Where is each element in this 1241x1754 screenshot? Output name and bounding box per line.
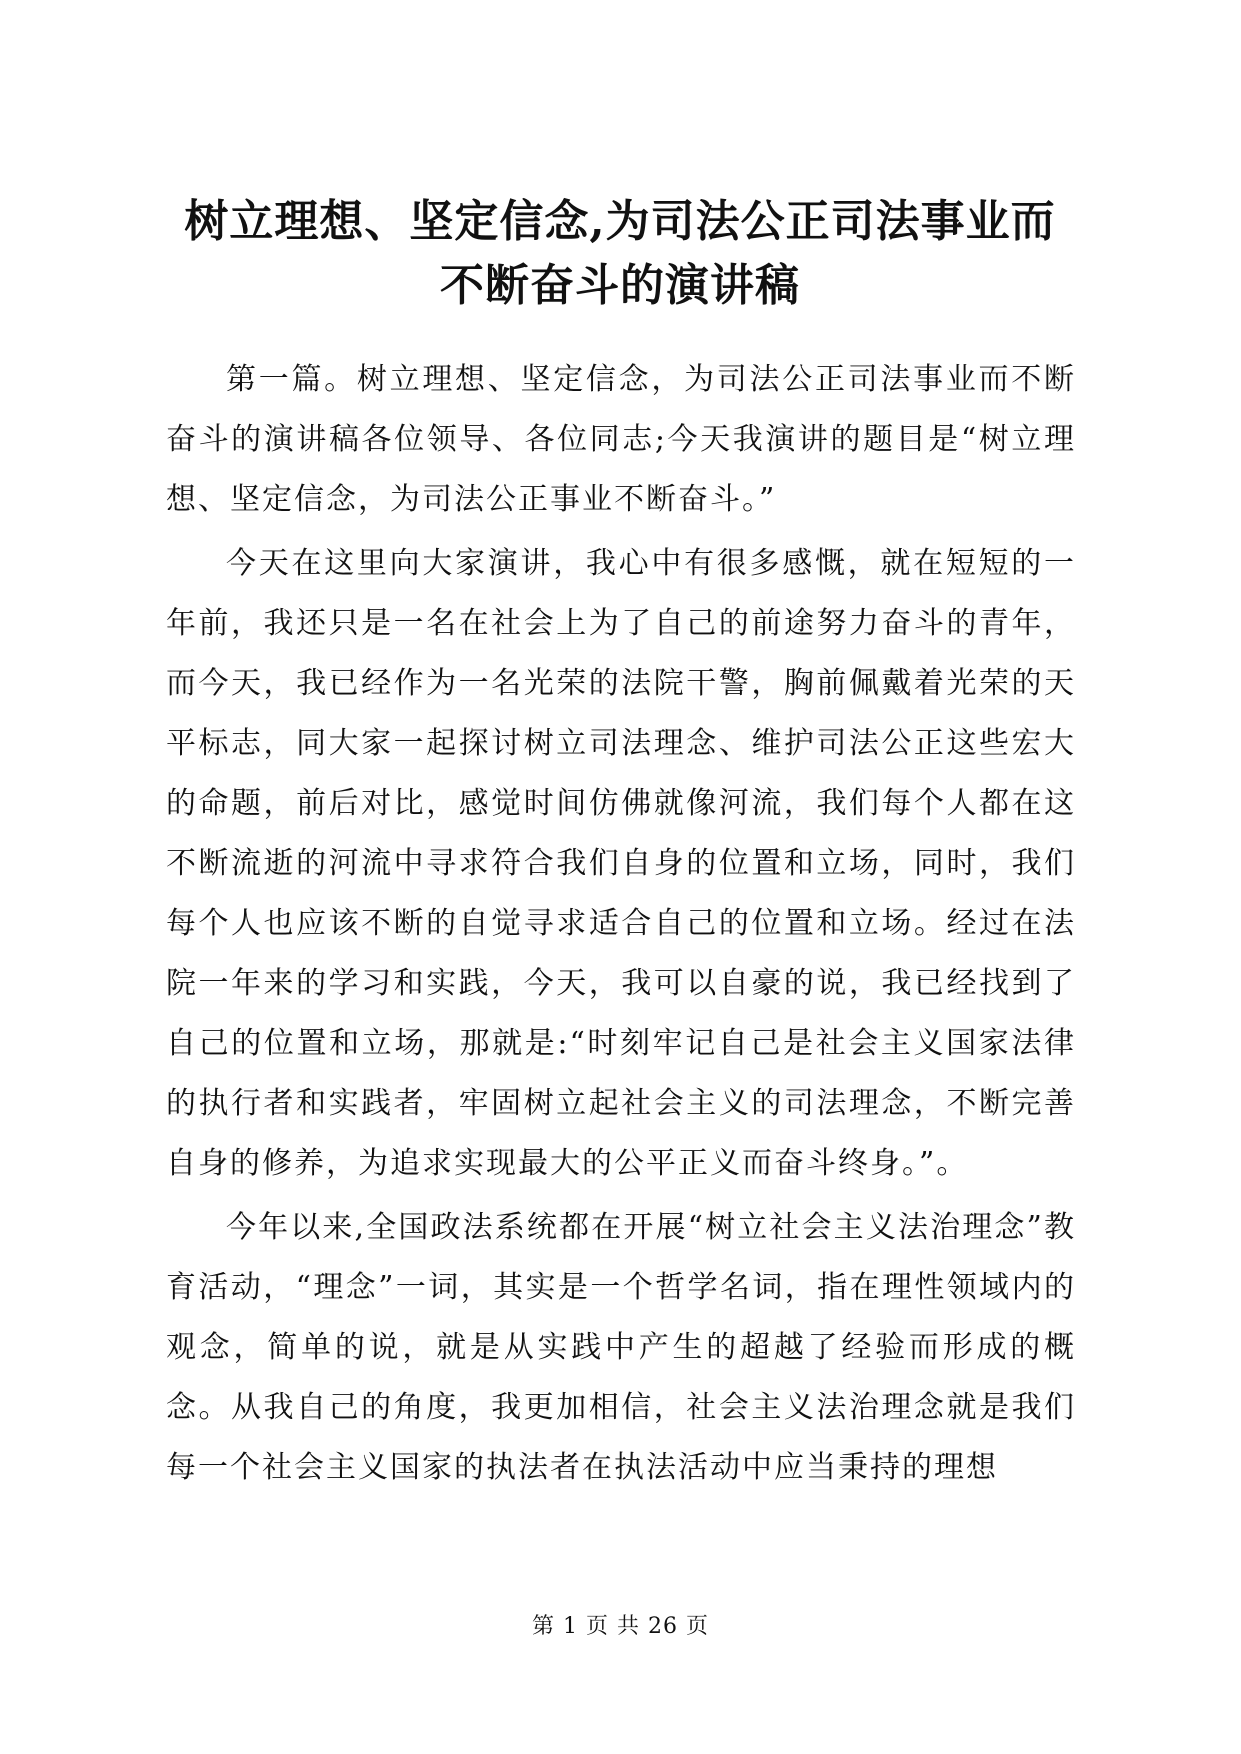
- document-title: [150, 190, 1090, 318]
- paragraph-1: 第一篇。树立理想、坚定信念，为司法公正司法事业而不断奋斗的演讲稿各位领导、各位同志;今天我演讲的题目是“树立理想、坚定信念，为司法公正事业不断奋斗。”: [166, 362, 1076, 517]
- document-body: [166, 350, 1076, 1498]
- title-line-2: 不断奋斗的演讲稿: [440, 260, 800, 311]
- paragraph-2: 今天在这里向大家演讲，我心中有很多感慨，就在短短的一年前，我还只是一名在社会上为了自己的前途努力奋斗的青年，而今天，我已经作为一名光荣的法院干警，胸前佩戴着光荣的天平标志，同大家一起探讨树立司法理念、维护司法公正这些宏大的命题，前后对比，感觉时间仿佛就像河流，我们每个人都在这不断流逝的河流中寻求符合我们自身的位置和立场，同时，我们每个人也应该不断的自觉寻求适合自己的位置和立场。经过在法院一年来的学习和实践，今天，我可以自豪的说，我已经找到了自己的位置和立场，那就是:“时刻牢记自己是社会主义国家法律的执行者和实践者，牢固树立起社会主义的司法理念，不断完善自身的修养，为追求实现最大的公平正义而奋斗终身。”。: [166, 546, 1076, 1181]
- paragraph-3: 今年以来,全国政法系统都在开展“树立社会主义法治理念”教育活动，“理念”一词，其实是一个哲学名词，指在理性领域内的观念，简单的说，就是从实践中产生的超越了经验而形成的概念。从我自己的角度，我更加相信，社会主义法治理念就是我们每一个社会主义国家的执法者在执法活动中应当秉持的理想: [166, 1210, 1076, 1485]
- title-line-1: 树立理想、坚定信念,为司法公正司法事业而: [184, 196, 1056, 247]
- page-number-footer: 第 1 页 共 26 页: [532, 1614, 709, 1639]
